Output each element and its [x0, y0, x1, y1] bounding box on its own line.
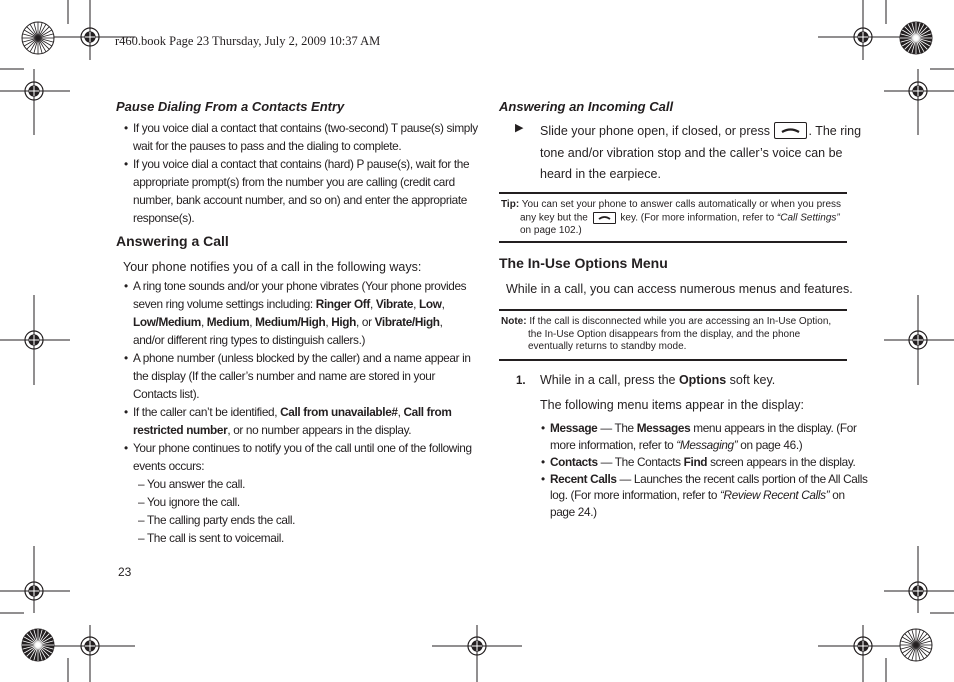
note-box: Note: If the call is disconnected while you are accessing an In-Use Option, the In-Use Option disappears from the display, and the phone eventually returns to standby mode. — [501, 316, 832, 352]
page-number: 23 — [118, 565, 132, 579]
dash-list — [133, 475, 472, 547]
step-follow-text: The following menu items appear in the display: — [540, 398, 805, 412]
list-item: • If you voice dial a contact that contains (two-second) T pause(s) simply wait for the pauses to pass and the dialing to complete. — [124, 121, 478, 153]
end-key-icon — [593, 212, 616, 224]
menu-items-list — [541, 420, 868, 520]
answering-call-heading: Answering a Call — [116, 233, 229, 249]
dash-item: – You ignore the call. — [138, 495, 240, 509]
step-arrow-icon: ▶ — [515, 122, 524, 134]
dash-item: – You answer the call. — [138, 477, 246, 491]
answering-intro: Your phone notifies you of a call in the following ways: — [123, 260, 422, 274]
list-item: • A ring tone sounds and/or your phone vibrates (Your phone provides seven ring volume settings including: Ringer Off, Vibrate, Low, Low/Medium, Medium, Medium/High, High, or Vibrate/High, and/or different ring types to distinguish callers.) — [124, 279, 467, 347]
tip-rule-bottom — [499, 241, 847, 243]
in-use-options-heading: The In-Use Options Menu — [499, 255, 668, 271]
tip-rule-top — [499, 192, 847, 194]
list-item: • A phone number (unless blocked by the caller) and a name appear in the display (If the caller’s number and name are stored in your Contacts list). — [124, 351, 471, 401]
pause-bullet-list — [124, 119, 478, 227]
tip-box: Tip: You can set your phone to answer calls automatically or when you press any key but the key. (For more information, refer to “Call Settings” on page 102.) — [501, 199, 842, 236]
list-item: • Recent Calls — Launches the recent calls portion of the All Calls log. (For more information, refer to “Review Recent Calls” on page 24.) — [541, 471, 868, 519]
incoming-instructions: Slide your phone open, if closed, or press . The ring tone and/or vibration stop and the caller’s voice can be heard in the earpiece. — [540, 124, 862, 181]
incoming-call-heading: Answering an Incoming Call — [499, 99, 674, 114]
list-item: • If the caller can’t be identified, Call from unavailable#, Call from restricted number, or no number appears in the display. — [124, 405, 452, 437]
list-item: • Contacts — The Contacts Find screen appears in the display. — [541, 455, 856, 469]
book-header: r460.book Page 23 Thursday, July 2, 2009 10:37 AM — [115, 34, 381, 48]
step-number: 1. — [516, 375, 526, 387]
in-use-intro: While in a call, you can access numerous menus and features. — [506, 282, 853, 296]
pause-dialing-heading: Pause Dialing From a Contacts Entry — [116, 99, 345, 114]
note-rule-top — [499, 309, 847, 311]
dash-item: – The call is sent to voicemail. — [138, 531, 284, 545]
send-key-icon — [774, 122, 807, 139]
list-item: • Message — The Messages menu appears in the display. (For more information, refer to “Messaging” on page 46.) — [541, 421, 857, 452]
list-item: • Your phone continues to notify you of the call until one of the following events occurs: – You answer the call. – You ignore the call. – The calling party ends the call. – The call is sent to voicemail. — [124, 441, 472, 545]
dash-item: – The calling party ends the call. — [138, 513, 296, 527]
note-rule-bottom — [499, 359, 847, 361]
list-item: • If you voice dial a contact that contains (hard) P pause(s), wait for the appropriate prompt(s) from the number you are calling (credit card number, bank account number, and so on) and enter the appropriate response(s). — [124, 157, 470, 225]
answering-bullet-list — [124, 277, 472, 547]
step-text: While in a call, press the Options soft key. — [540, 373, 776, 387]
